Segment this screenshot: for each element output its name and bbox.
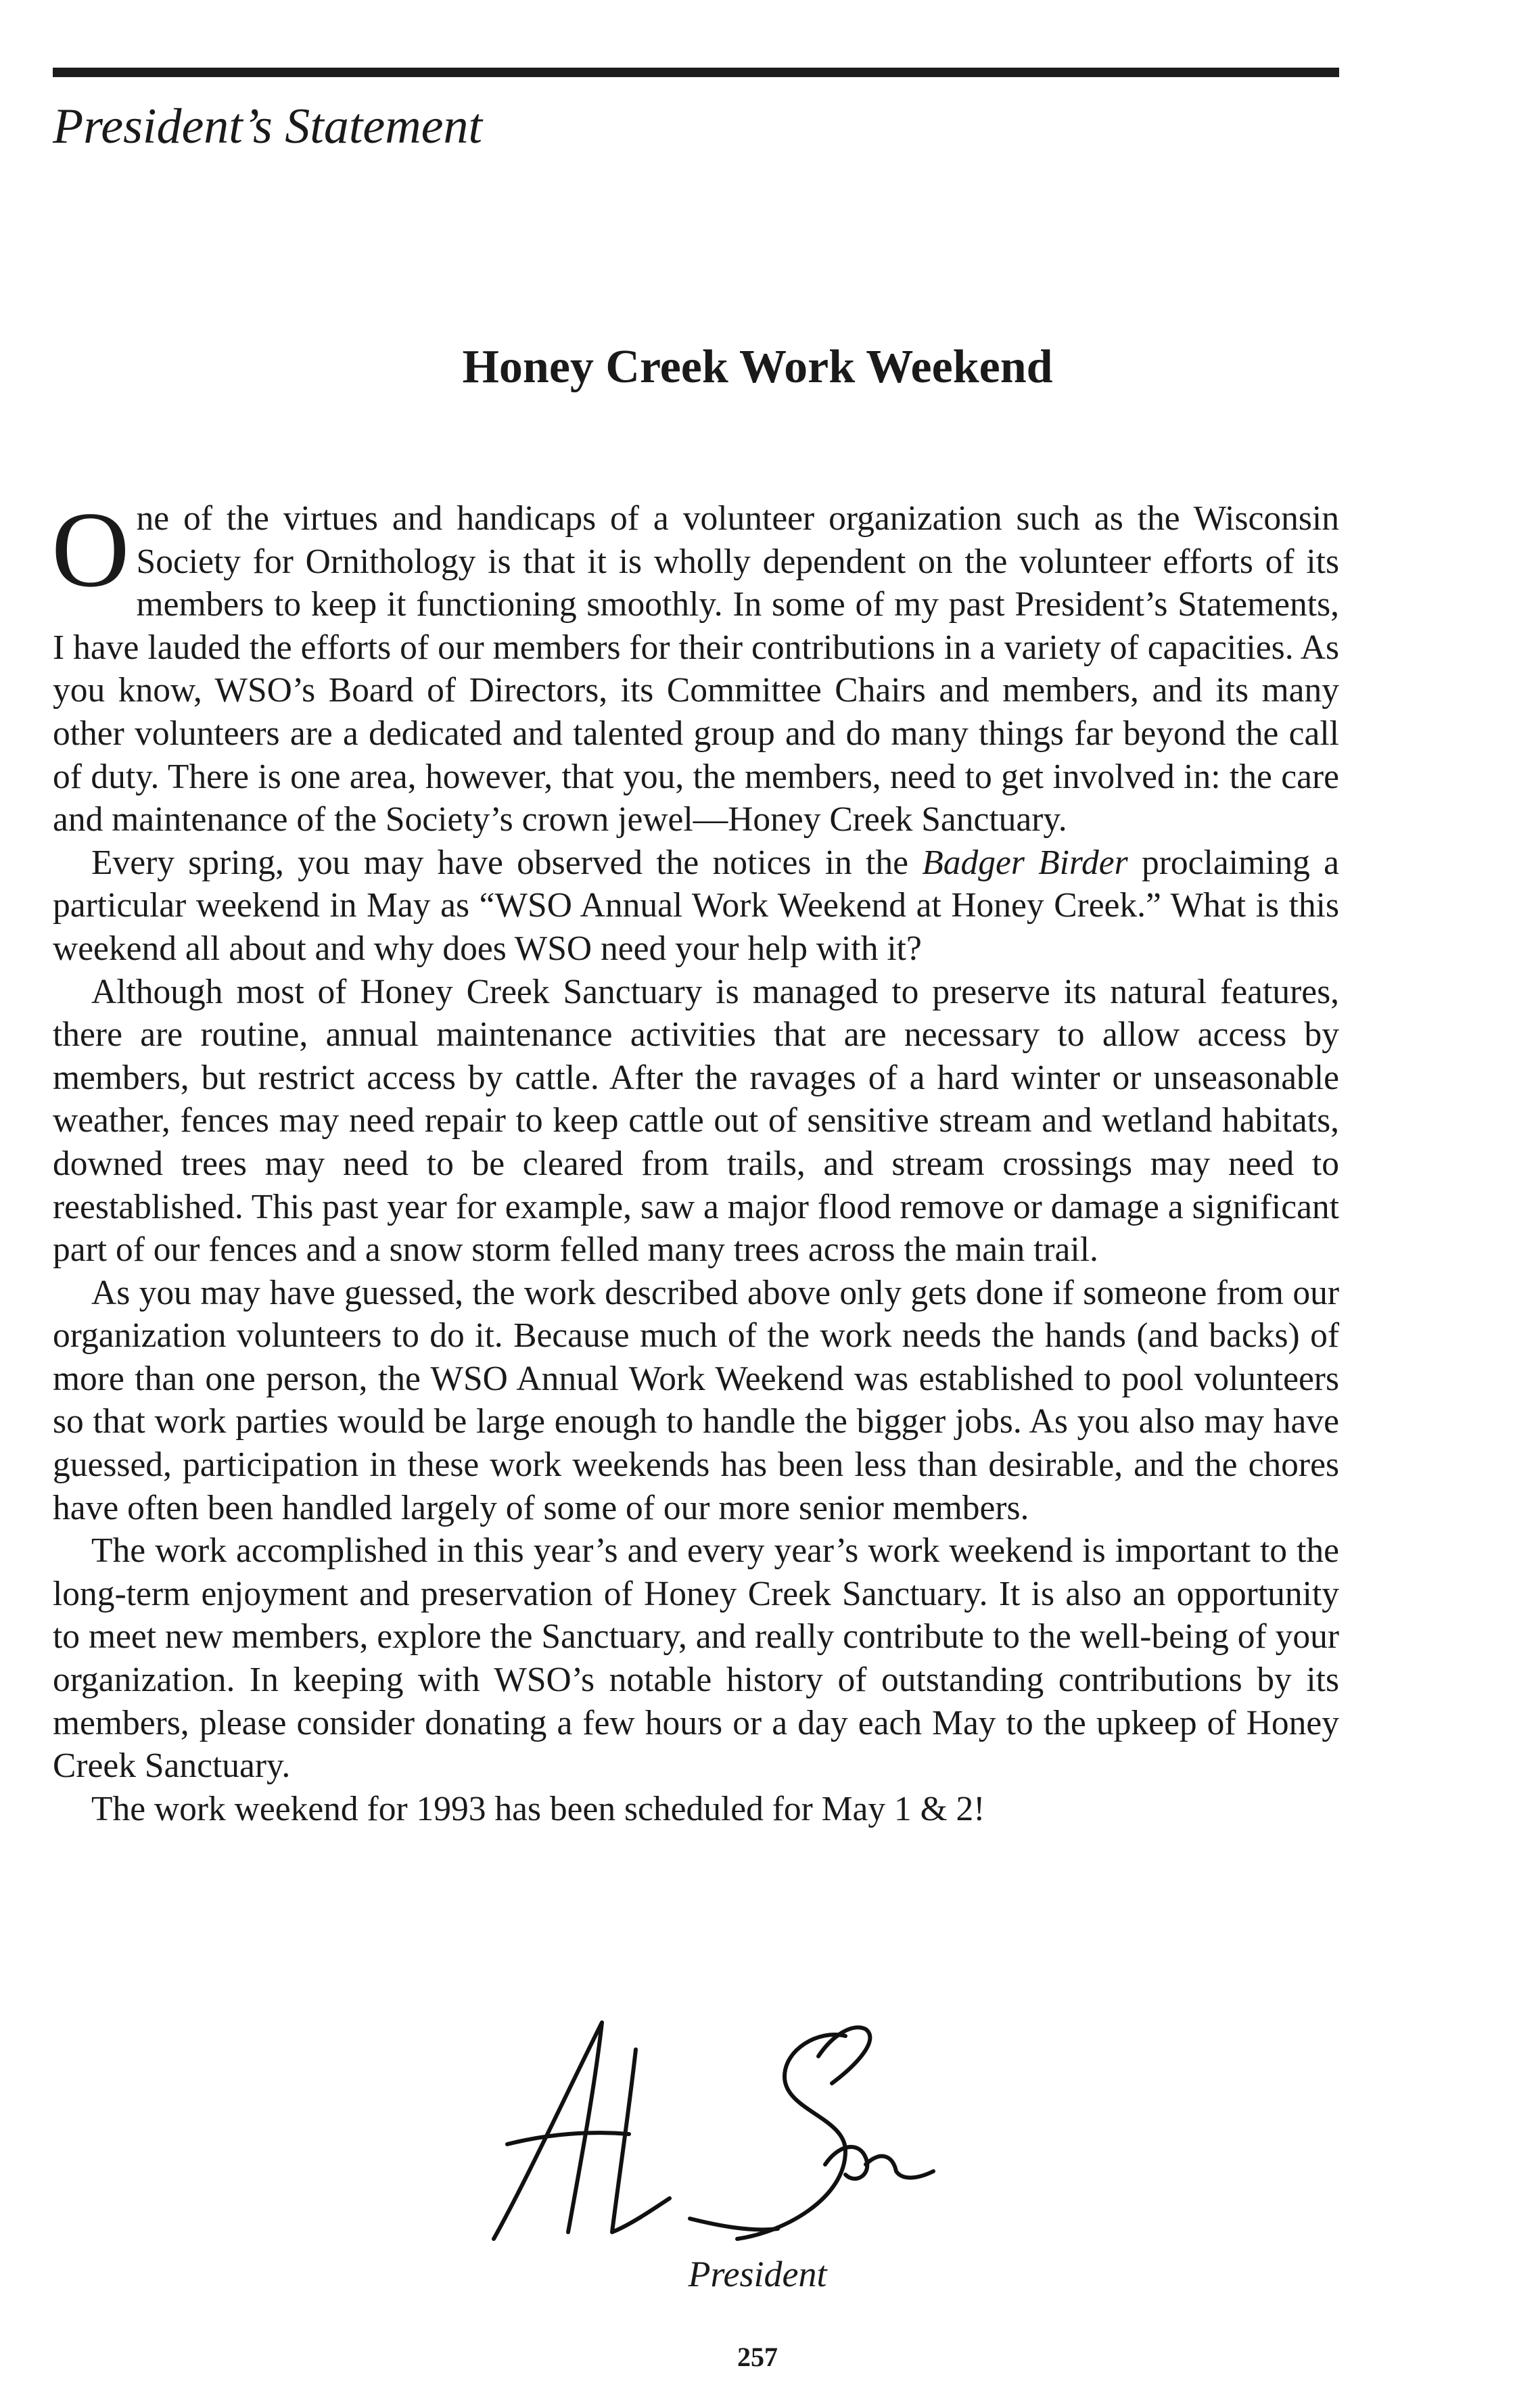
header-rule <box>53 68 1339 77</box>
paragraph-3: Although most of Honey Creek Sanctuary is managed to preserve its natural features, there are routine, annual maintenance activities that are necessary to allow access by members, but restrict access by cattle. After the ravages of a hard winter or unseasonable weather, fences may need repair to keep cattle out of sensitive stream and wetland habitats, downed trees may need to be cleared from trails, and stream crossings may need to reestablished. This past year for example, saw a major flood remove or damage a significant part of our fences and a snow storm felled many trees across the main trail. <box>53 972 1339 1270</box>
section-label: President’s Statement <box>53 99 483 154</box>
paragraph-1 <box>51 489 1339 841</box>
paragraph-6: The work weekend for 1993 has been scheduled for May 1 & 2! <box>91 1789 985 1828</box>
newsletter-title: Badger Birder <box>922 843 1128 882</box>
paragraph-1-text: ne of the virtues and handicaps of a volunteer organization such as the Wisconsin Society for Ornithology is that it is wholly dependent on the volunteer efforts of its members to keep it functioning smoothly. In some of my past President’s Statements, I have lauded the efforts of our members for their contributions in a variety of capacities. As you know, WSO’s Board of Directors, its Committee Chairs and members, and its many other volunteers are a dedicated and talented group and do many things far beyond the call of duty. There is one area, however, that you, the members, need to get involved in: the care and maintenance of the Society’s crown jewel—Honey Creek Sanctuary. <box>53 499 1339 839</box>
handwritten-signature <box>467 2009 940 2252</box>
page-number: 257 <box>737 2342 778 2372</box>
drop-cap: O <box>51 489 130 609</box>
paragraph-2-text-b: proclaiming a particular weekend in May as “WSO Annual Work Weekend at Honey Creek.” What is this weekend all about and why does WSO need your help with it? <box>53 843 1339 968</box>
article-body <box>51 489 1339 1830</box>
paragraph-4: As you may have guessed, the work described above only gets done if someone from our organization volunteers to do it. Because much of the work needs the hands (and backs) of more than one person, the WSO Annual Work Weekend was established to pool volunteers so that work parties would be large enough to handle the bigger jobs. As you also may have guessed, participation in these work weekends has been less than desirable, and the chores have often been handled largely of some of our more senior members. <box>53 1273 1339 1527</box>
paragraph-2-text-a: Every spring, you may have observed the notices in the <box>91 843 923 882</box>
article-title: Honey Creek Work Weekend <box>462 341 1053 393</box>
paragraph-2 <box>53 841 1339 971</box>
paragraph-5: The work accomplished in this year’s and every year’s work weekend is important to the long-term enjoyment and preservation of Honey Creek Sanctuary. It is also an opportunity to meet new members, explore the Sanctuary, and really contribute to the well-being of your organization. In keeping with WSO’s notable history of outstanding contributions by its members, please consider donating a few hours or a day each May to the upkeep of Honey Creek Sanctuary. <box>53 1531 1339 1786</box>
signatory-role: President <box>688 2254 827 2294</box>
